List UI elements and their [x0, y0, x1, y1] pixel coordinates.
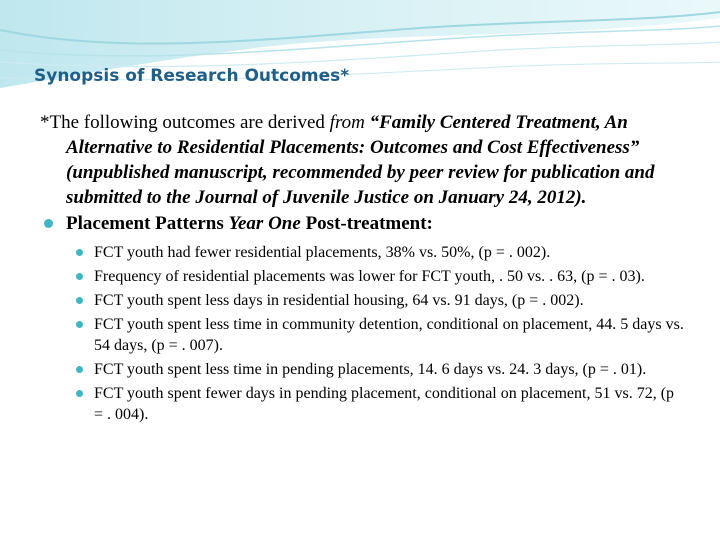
list-item [34, 383, 684, 425]
section-heading-emphasis: Year One [228, 213, 301, 234]
list-item-text: Frequency of residential placements was lower for FCT youth, . 50 vs. . 63, (p = . 03). [94, 268, 645, 285]
outcome-list [34, 242, 684, 425]
list-item [34, 314, 684, 356]
intro-from-word: from [329, 112, 365, 133]
section-heading [34, 211, 684, 236]
slide-body [34, 110, 684, 428]
slide-title: Synopsis of Research Outcomes* [34, 66, 350, 86]
list-item-text: FCT youth spent less time in community detention, conditional on placement, 44. 5 days vs. 54 days, (p = . 007). [94, 316, 684, 354]
intro-citation: “Family Centered Treatment, An Alternative to Residential Placements: Outcomes and Cost Effectiveness” (unpublished manuscript, recommended by peer review for publication and submitted to the Journal of Juvenile Justice on January 24, 2012). [66, 112, 655, 208]
list-item-text: FCT youth had fewer residential placements, 38% vs. 50%, (p = . 002). [94, 244, 551, 261]
list-item [34, 266, 684, 287]
list-item [34, 242, 684, 263]
bullet-icon [76, 321, 83, 328]
section-heading-end: Post-treatment: [300, 213, 433, 234]
bullet-icon [76, 249, 83, 256]
list-item-text: FCT youth spent less days in residential housing, 64 vs. 91 days, (p = . 002). [94, 292, 584, 309]
bullet-icon [76, 366, 83, 373]
intro-prefix: *The following outcomes are derived [40, 112, 330, 133]
list-item [34, 290, 684, 311]
list-item-text: FCT youth spent fewer days in pending placement, conditional on placement, 51 vs. 72, (p = . 004). [94, 385, 675, 423]
list-item [34, 359, 684, 380]
list-item-text: FCT youth spent less time in pending placements, 14. 6 days vs. 24. 3 days, (p = . 01). [94, 361, 647, 378]
bullet-icon [76, 297, 83, 304]
bullet-icon [76, 273, 83, 280]
bullet-icon [44, 219, 53, 228]
bullet-icon [76, 390, 83, 397]
intro-paragraph [34, 110, 684, 210]
section-heading-start: Placement Patterns [66, 213, 229, 234]
